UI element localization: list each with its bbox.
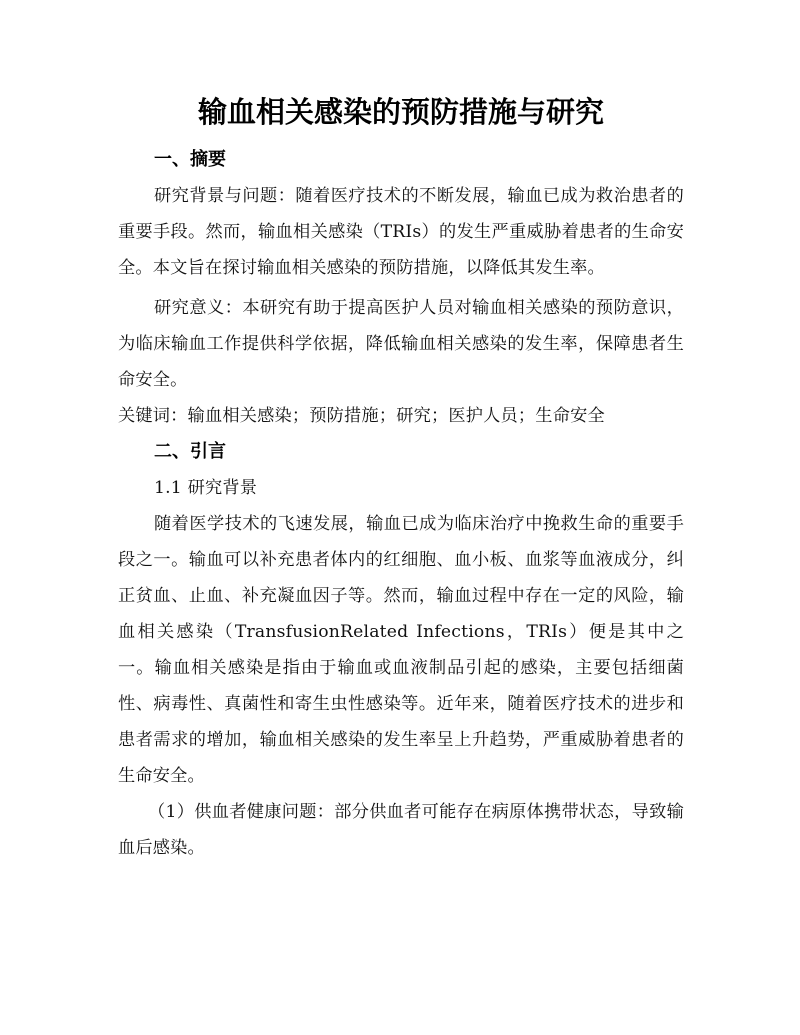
document-page: [118, 88, 684, 866]
intro-paragraph: 随着医学技术的飞速发展，输血已成为临床治疗中挽救生命的重要手段之一。输血可以补充患者体内的红细胞、血小板、血浆等血液成分，纠正贫血、止血、补充凝血因子等。然而，输血过程中存在一定的风险，输血相关感染（TransfusionRelated Infections，TRIs）便是其中之一。输血相关感染是指由于输血或血液制品引起的感染，主要包括细菌性、病毒性、真菌性和寄生虫性感染等。近年来，随着医疗技术的进步和患者需求的增加，输血相关感染的发生率呈上升趋势，严重威胁着患者的生命安全。: [118, 514, 684, 786]
intro-subheading: 1.1 研究背景: [154, 478, 258, 498]
list-item: （1）供血者健康问题：部分供血者可能存在病原体携带状态，导致输血后感染。: [118, 802, 684, 858]
abstract-background-paragraph: 研究背景与问题：随着医疗技术的不断发展，输血已成为救治患者的重要手段。然而，输血相关感染（TRIs）的发生严重威胁着患者的生命安全。本文旨在探讨输血相关感染的预防措施，以降低其发生率。: [118, 186, 684, 278]
abstract-significance-paragraph: 研究意义：本研究有助于提高医护人员对输血相关感染的预防意识，为临床输血工作提供科学依据，降低输血相关感染的发生率，保障患者生命安全。: [118, 298, 684, 390]
keywords-line: 关键词：输血相关感染；预防措施；研究；医护人员；生命安全: [118, 406, 605, 426]
abstract-heading: 一、摘要: [154, 149, 226, 170]
intro-heading: 二、引言: [154, 441, 226, 462]
document-title: 输血相关感染的预防措施与研究: [197, 95, 604, 129]
